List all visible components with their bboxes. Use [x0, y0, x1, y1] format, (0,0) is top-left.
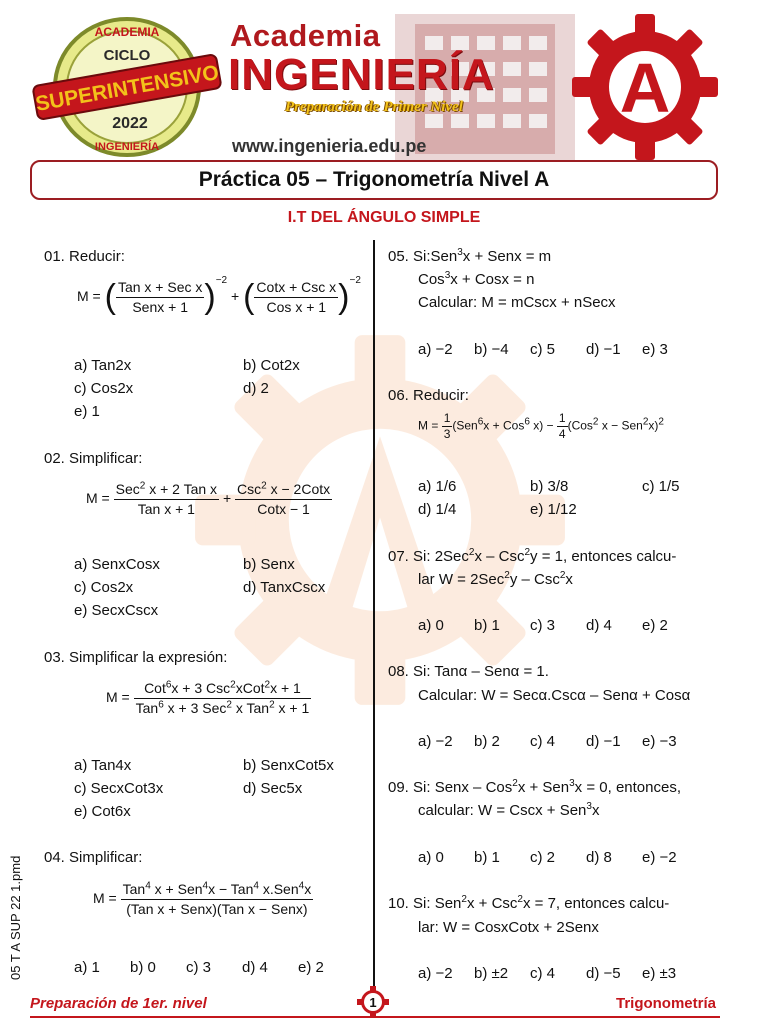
- problem-07-line-2: lar W = 2Sec$^2$y – Csc$^2$x: [418, 570, 573, 588]
- problem-07-option-a: a) 0: [418, 617, 444, 634]
- problem-06-option-a: a) 1/6: [418, 478, 457, 495]
- problem-10-option-b: b) ±2: [474, 965, 509, 982]
- problem-08-option-e: e) −3: [642, 733, 677, 750]
- problem-09-option-c: c) 2: [530, 849, 556, 866]
- problem-02-option-d: d) TanxCscx: [243, 579, 326, 596]
- problem-08-option-d: d) −1: [586, 733, 621, 750]
- problem-06-option-b: b) 3/8: [530, 478, 569, 495]
- problem-09-option-b: b) 1: [474, 849, 500, 866]
- brand-name-big: INGENIERÍA: [228, 50, 495, 99]
- footer-right-text: Trigonometría: [615, 995, 716, 1012]
- problem-03-option-a: a) Tan4x: [74, 757, 132, 774]
- problem-02-formula: M = $\frac{Sec^2 x + 2 Tan x}{\text{Tan x + 1}}$ + $\frac{Csc^2 x - 2Cotx}{\text{Cotx − 1}}$: [86, 480, 331, 517]
- problem-06-option-c: c) 1/5: [642, 478, 680, 495]
- problem-10-option-c: c) 4: [530, 965, 556, 982]
- problem-08-option-b: b) 2: [474, 733, 500, 750]
- problem-04-option-c: c) 3: [186, 959, 212, 976]
- academia-gear-logo-icon: [570, 12, 720, 162]
- problem-10-option-e: e) ±3: [642, 965, 677, 982]
- problem-07-line-1: 07. Si: 2Sec$^2$x – Csc$^2$y = 1, entonces calcu-: [388, 547, 677, 565]
- problem-01-option-c: c) Cos2x: [74, 380, 134, 397]
- problem-09-option-d: d) 8: [586, 849, 612, 866]
- ciclo-superintensivo-seal: [32, 12, 222, 162]
- problem-09-line-1: 09. Si: Senx – Cos$^2$x + Sen$^3$x = 0, entonces,: [388, 778, 681, 796]
- problem-03-option-c: c) SecxCot3x: [74, 780, 164, 797]
- problem-02-option-c: c) Cos2x: [74, 579, 134, 596]
- problem-03-stem: 03. Simplificar la expresión:: [44, 649, 228, 666]
- problem-06-stem: 06. Reducir:: [388, 387, 469, 404]
- file-name-vertical: 05 T A SUP 22 1.pmd: [8, 855, 23, 980]
- problem-04-option-b: b) 0: [130, 959, 156, 976]
- problem-07-option-c: c) 3: [530, 617, 556, 634]
- problem-05-option-e: e) 3: [642, 341, 668, 358]
- problem-05-line-3: Calcular: M = mCscx + nSecx: [418, 294, 616, 311]
- problem-04-option-a: a) 1: [74, 959, 100, 976]
- problem-06-option-d: d) 1/4: [418, 501, 457, 518]
- problem-04-stem: 04. Simplificar:: [44, 849, 143, 866]
- problem-07-option-b: b) 1: [474, 617, 500, 634]
- website-url: www.ingenieria.edu.pe: [232, 136, 427, 156]
- problem-08-line-1: 08. Si: Tanα – Senα = 1.: [388, 663, 549, 680]
- problem-09-option-e: e) −2: [642, 849, 677, 866]
- problem-04-formula: M = $\frac{Tan^4 x + Sen^4x - Tan^4 x.Sen^4x}{\text{(Tan x + Senx)(Tan x − Senx)}}$: [93, 880, 312, 917]
- problem-09-option-a: a) 0: [418, 849, 444, 866]
- problem-08-option-c: c) 4: [530, 733, 556, 750]
- logo-letter: A: [619, 49, 671, 127]
- brand-name-small: Academia: [230, 18, 381, 53]
- problem-02-option-a: a) SenxCosx: [74, 556, 160, 573]
- problem-05-line-2: Cos$^3$x + Cosx = n: [418, 270, 535, 288]
- seal-bottom-text: INGENIERÍA: [94, 141, 160, 153]
- problem-05-option-d: d) −1: [586, 341, 621, 358]
- footer-left-text: Preparación de 1er. nivel: [30, 995, 207, 1012]
- problem-10-option-d: d) −5: [586, 965, 621, 982]
- seal-main-text: SUPERINTENSIVO: [33, 61, 221, 116]
- problem-10-line-1: 10. Si: Sen$^2$x + Csc$^2$x = 7, entonces calcu-: [388, 894, 670, 912]
- problem-08-option-a: a) −2: [418, 733, 453, 750]
- problem-01-stem: 01. Reducir:: [44, 248, 125, 265]
- problem-05-option-c: c) 5: [530, 341, 556, 358]
- problem-03-option-d: d) Sec5x: [243, 780, 303, 797]
- seal-top-text: ACADEMIA: [94, 25, 160, 39]
- column-divider: [373, 240, 375, 988]
- section-subtitle: I.T DEL ÁNGULO SIMPLE: [287, 209, 481, 226]
- problem-03-option-b: b) SenxCot5x: [243, 757, 334, 774]
- problem-07-option-d: d) 4: [586, 617, 612, 634]
- problem-02-option-e: e) SecxCscx: [74, 602, 159, 619]
- problem-06-formula: M = $\frac{1}{3}$ (Sen$^6$x + Cos$^6$ x) − $\frac{1}{4}$ (Cos$^2$ x − Sen$^2$x)$^2$: [418, 411, 664, 441]
- problem-10-option-a: a) −2: [418, 965, 453, 982]
- problem-03-option-e: e) Cot6x: [74, 803, 131, 820]
- problem-01-option-d: d) 2: [243, 380, 269, 397]
- problem-01-option-e: e) 1: [74, 403, 100, 420]
- problem-05-option-a: a) −2: [418, 341, 453, 358]
- problem-01-formula: M = ( $\frac{\text{Tan x + Sec x}}{\text{Senx + 1}}$ )$^{-2}$ + ( $\frac{\text{Cotx + Csc x}}{\text{Cos x + 1}}$ )$^{-2}$: [77, 275, 361, 316]
- problem-01-option-a: a) Tan2x: [74, 357, 132, 374]
- practice-title: Práctica 05 – Trigonometría Nivel A: [198, 168, 550, 191]
- problem-05-line-1: 05. Si:Sen$^3$x + Senx = m: [388, 247, 552, 265]
- problem-07-option-e: e) 2: [642, 617, 668, 634]
- problem-03-formula: M = $\frac{Cot^6x + 3 Csc^2xCot^2x + 1}{Tan^6 x + 3 Sec^2 x Tan^2 x + 1}$: [106, 679, 310, 716]
- problem-08-line-2: Calcular: W = Secα.Cscα – Senα + Cosα: [418, 687, 691, 704]
- practice-title-bar: [30, 160, 718, 200]
- problem-01-option-b: b) Cot2x: [243, 357, 300, 374]
- problem-02-option-b: b) Senx: [243, 556, 295, 573]
- problem-02-stem: 02. Simplificar:: [44, 450, 143, 467]
- problem-04-option-e: e) 2: [298, 959, 324, 976]
- problem-10-line-2: lar: W = CosxCotx + 2Senx: [418, 919, 599, 936]
- page-number: 1: [369, 995, 377, 1010]
- problem-04-option-d: d) 4: [242, 959, 268, 976]
- seal-ciclo-text: CICLO: [103, 47, 151, 64]
- brand-tagline: Preparación de Primer Nivel: [285, 99, 463, 115]
- page-number-gear-icon: [357, 986, 389, 1018]
- seal-year-text: 2022: [112, 115, 148, 132]
- problem-09-line-2: calcular: W = Cscx + Sen$^3$x: [418, 801, 600, 819]
- problem-05-option-b: b) −4: [474, 341, 509, 358]
- problem-06-option-e: e) 1/12: [530, 501, 577, 518]
